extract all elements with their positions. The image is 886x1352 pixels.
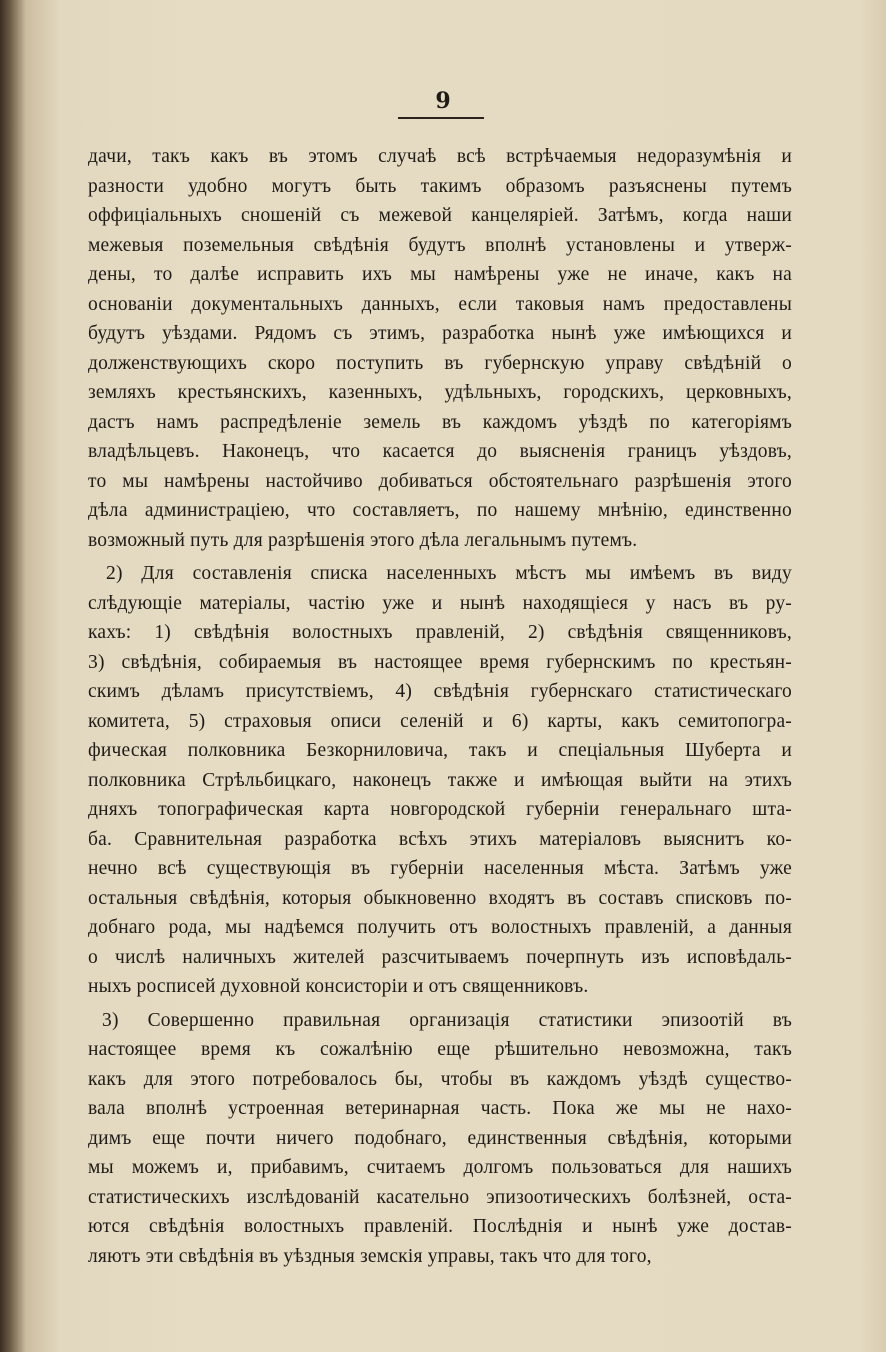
text-line: дены, то далѣе исправить ихъ мы намѣрены уже не иначе, какъ на — [88, 264, 792, 285]
text-line: настоящее время къ сожалѣнію еще рѣшительно невозможна, такъ — [88, 1039, 792, 1060]
text-line: вала вполнѣ устроенная ветеринарная часть. Пока же мы не нахо- — [88, 1098, 792, 1119]
text-line: ба. Сравнительная разработка всѣхъ этихъ матеріаловъ выяснитъ ко- — [88, 828, 792, 850]
text-line: нечно всѣ существующія въ губерніи населенныя мѣста. Затѣмъ уже — [88, 858, 792, 879]
text-line: о числѣ наличныхъ жителей разсчитываемъ почерпнуть изъ исповѣдаль- — [88, 946, 792, 968]
text-line: слѣдующіе матеріалы, частію уже и нынѣ находящіеся у насъ въ ру- — [88, 592, 792, 614]
body-text — [88, 142, 792, 1271]
text-line: будутъ уѣздами. Рядомъ съ этимъ, разработка нынѣ уже имѣющихся и — [88, 323, 792, 344]
text-line: скимъ дѣламъ присутствіемъ, 4) свѣдѣнія губернскаго статистическаго — [88, 681, 792, 702]
text-line: какъ для этого потребовалось бы, чтобы въ каждомъ уѣздѣ существо- — [88, 1068, 792, 1090]
text-line: ются свѣдѣнія волостныхъ правленій. Послѣднія и нынѣ уже достав- — [88, 1216, 792, 1237]
header-rule — [398, 117, 484, 119]
paragraph-2 — [88, 559, 792, 1002]
page-number: 9 — [435, 88, 451, 114]
text-line: дачи, такъ какъ въ этомъ случаѣ всѣ встрѣчаемыя недоразумѣнія и — [88, 146, 792, 167]
text-line: 3) свѣдѣнія, собираемыя въ настоящее время губернскимъ по крестьян- — [88, 651, 792, 673]
text-line: разности удобно могутъ быть такимъ образомъ разъяснены путемъ — [88, 175, 792, 197]
text-line: долженствующихъ скоро поступить въ губернскую управу свѣдѣній о — [88, 352, 792, 374]
text-line: димъ еще почти ничего подобнаго, единственныя свѣдѣнія, которыми — [88, 1127, 792, 1149]
text-line: добнаго рода, мы надѣемся получить отъ волостныхъ правленій, а данныя — [88, 917, 792, 938]
paragraph-1 — [88, 142, 792, 555]
text-line: 3) Совершенно правильная организація статистики эпизоотій въ — [102, 1009, 792, 1031]
text-line: дняхъ топографическая карта новгородской губерніи генеральнаго шта- — [88, 799, 792, 820]
text-line: оффиціальныхъ сношеній съ межевой канцеляріей. Затѣмъ, когда наши — [88, 205, 792, 226]
text-line: основаніи документальныхъ данныхъ, если таковыя намъ предоставлены — [88, 293, 792, 315]
paragraph-3 — [88, 1006, 792, 1272]
text-line: полковника Стрѣльбицкаго, наконецъ также и имѣющая выйти на этихъ — [88, 769, 792, 791]
text-line: кахъ: 1) свѣдѣнія волостныхъ правленій, 2) свѣдѣнія священниковъ, — [88, 622, 792, 643]
text-line: ляютъ эти свѣдѣнія въ уѣздныя земскія управы, такъ что для того, — [88, 1245, 652, 1267]
text-line: 2) Для составленія списка населенныхъ мѣстъ мы имѣемъ въ виду — [106, 563, 792, 584]
text-line: владѣльцевъ. Наконецъ, что касается до выясненія границъ уѣздовъ, — [88, 441, 792, 462]
text-line: дастъ намъ распредѣленіе земель въ каждомъ уѣздѣ по категоріямъ — [88, 411, 792, 433]
text-line: земляхъ крестьянскихъ, казенныхъ, удѣльныхъ, городскихъ, церковныхъ, — [88, 382, 792, 403]
text-line: фическая полковника Безкорниловича, такъ и спеціальныя Шуберта и — [88, 740, 792, 761]
text-line: мы можемъ и, прибавимъ, считаемъ долгомъ пользоваться для нашихъ — [88, 1157, 792, 1178]
text-line: статистическихъ изслѣдованій касательно эпизоотическихъ болѣзней, оста- — [88, 1186, 792, 1208]
text-line: комитета, 5) страховыя описи селеній и 6) карты, какъ семитопогра- — [88, 710, 792, 732]
text-line: возможный путь для разрѣшенія этого дѣла легальнымъ путемъ. — [88, 529, 638, 551]
text-line: межевыя поземельныя свѣдѣнія будутъ вполнѣ установлены и утверж- — [88, 234, 792, 256]
text-line: дѣла администраціею, что составляетъ, по нашему мнѣнію, единственно — [88, 500, 792, 521]
text-line: то мы намѣрены настойчиво добиваться обстоятельнаго разрѣшенія этого — [88, 470, 792, 492]
text-line: остальныя свѣдѣнія, которыя обыкновенно входятъ въ составъ списковъ по- — [88, 887, 792, 909]
text-line: ныхъ росписей духовной консисторіи и отъ священниковъ. — [88, 976, 589, 997]
